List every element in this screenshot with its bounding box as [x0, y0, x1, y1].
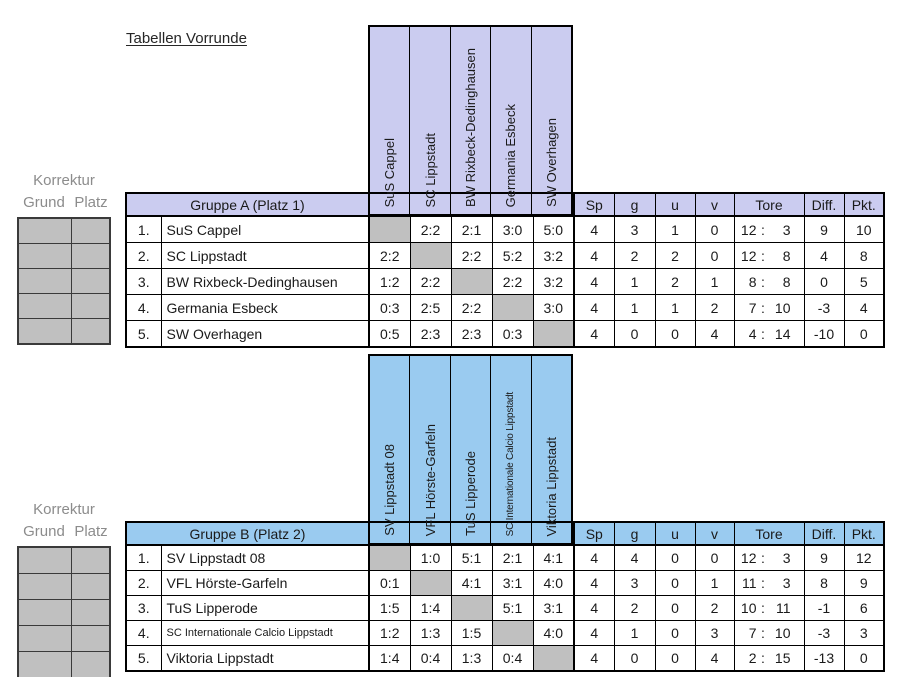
g-cell: 0 [614, 646, 655, 672]
team-name-cell: TuS Lipperode [161, 596, 369, 621]
g-cell: 2 [614, 243, 655, 269]
vertical-team-header [532, 27, 571, 214]
grund-cell[interactable] [18, 218, 71, 244]
result-cell: 2:5 [410, 295, 451, 321]
result-cell: 1:0 [410, 545, 451, 571]
tore-cell [734, 621, 804, 646]
table-row [126, 216, 884, 243]
table-row [126, 295, 884, 321]
vertical-team-label: SV Lippstadt 08 [382, 444, 398, 536]
rank-cell: 1. [126, 216, 161, 243]
goals-against: 15 [774, 650, 791, 666]
result-cell: 2:2 [369, 243, 410, 269]
v-cell: 4 [695, 321, 734, 348]
diff-cell: -3 [804, 621, 844, 646]
team-name-cell: SC Lippstadt [161, 243, 369, 269]
table-row [126, 571, 884, 596]
result-cell: 1:3 [451, 646, 492, 672]
korrektur-row [18, 574, 110, 600]
result-cell: 2:1 [492, 545, 533, 571]
v-cell: 0 [695, 545, 734, 571]
page-title: Tabellen Vorrunde [126, 30, 247, 47]
result-cell: 1:2 [369, 621, 410, 646]
table-row [126, 646, 884, 672]
col-header-diff: Diff. [804, 193, 844, 216]
result-cell: 5:2 [492, 243, 533, 269]
korrektur-title: Korrektur [33, 501, 95, 518]
platz-label: Platz [74, 194, 108, 211]
vertical-team-label: BW Rixbeck-Dedinghausen [463, 48, 479, 207]
team-name-cell: VFL Hörste-Garfeln [161, 571, 369, 596]
vertical-team-header [410, 356, 450, 543]
goals-for: 7 [748, 625, 757, 641]
diff-cell: 9 [804, 545, 844, 571]
u-cell: 1 [655, 216, 695, 243]
result-cell: 5:1 [492, 596, 533, 621]
v-cell: 2 [695, 596, 734, 621]
result-cell: 2:2 [410, 269, 451, 295]
diagonal-cell [410, 571, 451, 596]
group-a-vertical-header [368, 25, 573, 216]
goals-against: 3 [782, 550, 791, 566]
grund-cell[interactable] [18, 269, 71, 294]
diagonal-cell [533, 321, 574, 348]
u-cell: 2 [655, 243, 695, 269]
team-name-cell: Germania Esbeck [161, 295, 369, 321]
table-row [126, 321, 884, 348]
col-header-pkt: Pkt. [844, 522, 884, 545]
grund-cell[interactable] [18, 600, 71, 626]
pkt-cell: 4 [844, 295, 884, 321]
grund-cell[interactable] [18, 294, 71, 319]
result-cell: 5:0 [533, 216, 574, 243]
sp-cell: 4 [574, 243, 614, 269]
platz-cell[interactable] [71, 652, 110, 677]
sp-cell: 4 [574, 545, 614, 571]
goals-against: 10 [774, 299, 791, 316]
vertical-team-label: VFL Hörste-Garfeln [422, 423, 438, 536]
rank-cell: 5. [126, 646, 161, 672]
diff-cell: -3 [804, 295, 844, 321]
platz-cell[interactable] [71, 574, 110, 600]
result-cell: 0:1 [369, 571, 410, 596]
result-cell: 0:4 [410, 646, 451, 672]
g-cell: 0 [614, 321, 655, 348]
goals-against: 3 [782, 575, 791, 591]
g-cell: 2 [614, 596, 655, 621]
tore-cell [734, 269, 804, 295]
col-header-tore: Tore [734, 193, 804, 216]
korrektur-row [18, 626, 110, 652]
table-row [126, 269, 884, 295]
pkt-cell: 5 [844, 269, 884, 295]
korrektur-title: Korrektur [33, 172, 95, 189]
diff-cell: -13 [804, 646, 844, 672]
tore-separator: : [761, 299, 765, 316]
pkt-cell: 10 [844, 216, 884, 243]
diagonal-cell [492, 621, 533, 646]
result-cell: 2:2 [451, 295, 492, 321]
korrektur-grid-a [17, 217, 111, 345]
pkt-cell: 6 [844, 596, 884, 621]
tore-cell [734, 216, 804, 243]
result-cell: 3:0 [492, 216, 533, 243]
grund-cell[interactable] [18, 547, 71, 574]
platz-cell[interactable] [71, 319, 110, 345]
result-cell: 4:1 [451, 571, 492, 596]
team-name-cell: SuS Cappel [161, 216, 369, 243]
vertical-team-header [410, 27, 450, 214]
vertical-team-header [532, 356, 571, 543]
tore-cell [734, 646, 804, 672]
table-row [126, 545, 884, 571]
korrektur-row [18, 218, 110, 244]
tore-separator: : [761, 273, 765, 290]
pkt-cell: 12 [844, 545, 884, 571]
col-header-diff: Diff. [804, 522, 844, 545]
sp-cell: 4 [574, 321, 614, 348]
group-b-vertical-header [368, 354, 573, 545]
diff-cell: -1 [804, 596, 844, 621]
goals-for: 4 [748, 325, 757, 342]
result-cell: 0:5 [369, 321, 410, 348]
goals-for: 10 [740, 600, 757, 616]
vertical-team-label: SC Internationale Calcio Lippstadt [505, 391, 517, 536]
col-header-v: v [695, 522, 734, 545]
team-name-cell: SW Overhagen [161, 321, 369, 348]
goals-against: 8 [782, 273, 791, 290]
tore-separator: : [761, 221, 765, 238]
grund-cell[interactable] [18, 319, 71, 345]
vertical-team-header [370, 27, 410, 214]
team-name-cell: BW Rixbeck-Dedinghausen [161, 269, 369, 295]
result-cell: 1:5 [369, 596, 410, 621]
result-cell: 1:5 [451, 621, 492, 646]
sp-cell: 4 [574, 621, 614, 646]
result-cell: 1:3 [410, 621, 451, 646]
col-header-u: u [655, 193, 695, 216]
platz-cell[interactable] [71, 294, 110, 319]
vertical-team-label: Viktoria Lippstadt [543, 436, 559, 536]
result-cell: 3:0 [533, 295, 574, 321]
goals-for: 12 [740, 550, 757, 566]
tore-separator: : [761, 575, 765, 591]
diagonal-cell [533, 646, 574, 672]
v-cell: 2 [695, 295, 734, 321]
tore-cell [734, 596, 804, 621]
v-cell: 4 [695, 646, 734, 672]
goals-for: 7 [748, 299, 757, 316]
diagonal-cell [492, 295, 533, 321]
goals-against: 3 [782, 221, 791, 238]
result-cell: 1:4 [369, 646, 410, 672]
pkt-cell: 0 [844, 646, 884, 672]
goals-for: 8 [748, 273, 757, 290]
group-a-title: Gruppe A (Platz 1) [126, 193, 369, 216]
result-cell: 4:1 [533, 545, 574, 571]
team-name-cell: SC Internationale Calcio Lippstadt [161, 621, 369, 646]
goals-for: 12 [740, 247, 757, 264]
diff-cell: 4 [804, 243, 844, 269]
diagonal-cell [369, 545, 410, 571]
vertical-team-header [491, 27, 531, 214]
result-cell: 0:3 [369, 295, 410, 321]
table-row [126, 243, 884, 269]
col-header-v: v [695, 193, 734, 216]
grund-cell[interactable] [18, 244, 71, 269]
goals-for: 2 [748, 650, 757, 666]
u-cell: 1 [655, 295, 695, 321]
rank-cell: 2. [126, 243, 161, 269]
result-cell: 1:2 [369, 269, 410, 295]
goals-against: 11 [775, 600, 791, 616]
platz-cell[interactable] [71, 218, 110, 244]
diagonal-cell [410, 243, 451, 269]
tore-separator: : [761, 325, 765, 342]
g-cell: 1 [614, 295, 655, 321]
tore-separator: : [761, 247, 765, 264]
g-cell: 1 [614, 621, 655, 646]
korrektur-row [18, 547, 110, 574]
platz-cell[interactable] [71, 244, 110, 269]
goals-against: 14 [774, 325, 791, 342]
diff-cell: 0 [804, 269, 844, 295]
u-cell: 0 [655, 596, 695, 621]
platz-cell[interactable] [71, 269, 110, 294]
v-cell: 1 [695, 269, 734, 295]
v-cell: 1 [695, 571, 734, 596]
v-cell: 3 [695, 621, 734, 646]
korrektur-grid-b [17, 546, 111, 677]
diagonal-cell [451, 269, 492, 295]
result-cell: 4:0 [533, 621, 574, 646]
grund-cell[interactable] [18, 652, 71, 677]
g-cell: 4 [614, 545, 655, 571]
rank-cell: 4. [126, 621, 161, 646]
platz-cell[interactable] [71, 600, 110, 626]
result-cell: 0:4 [492, 646, 533, 672]
tore-separator: : [761, 650, 765, 666]
rank-cell: 5. [126, 321, 161, 348]
grund-label: Grund [23, 194, 65, 211]
u-cell: 0 [655, 571, 695, 596]
vertical-team-label: SW Overhagen [543, 118, 559, 207]
sp-cell: 4 [574, 295, 614, 321]
goals-for: 11 [741, 575, 757, 591]
tore-separator: : [761, 600, 765, 616]
u-cell: 0 [655, 545, 695, 571]
platz-label: Platz [74, 523, 108, 540]
col-header-sp: Sp [574, 193, 614, 216]
vertical-team-header [491, 356, 531, 543]
tore-cell [734, 243, 804, 269]
col-header-sp: Sp [574, 522, 614, 545]
pkt-cell: 0 [844, 321, 884, 348]
rank-cell: 2. [126, 571, 161, 596]
col-header-tore: Tore [734, 522, 804, 545]
tore-separator: : [761, 625, 765, 641]
platz-cell[interactable] [71, 547, 110, 574]
korrektur-row [18, 652, 110, 677]
korrektur-block-a [17, 172, 111, 345]
sp-cell: 4 [574, 216, 614, 243]
rank-cell: 3. [126, 269, 161, 295]
result-cell: 2:2 [492, 269, 533, 295]
vertical-team-header [451, 27, 491, 214]
rank-cell: 3. [126, 596, 161, 621]
result-cell: 4:0 [533, 571, 574, 596]
table-row [126, 596, 884, 621]
korrektur-row [18, 269, 110, 294]
vertical-team-header [370, 356, 410, 543]
tore-cell [734, 295, 804, 321]
team-name-cell: Viktoria Lippstadt [161, 646, 369, 672]
result-cell: 2:2 [410, 216, 451, 243]
rank-cell: 4. [126, 295, 161, 321]
sp-cell: 4 [574, 596, 614, 621]
vertical-team-label: TuS Lipperode [463, 451, 479, 536]
u-cell: 0 [655, 321, 695, 348]
result-cell: 3:1 [533, 596, 574, 621]
g-cell: 1 [614, 269, 655, 295]
platz-cell[interactable] [71, 626, 110, 652]
table-row [126, 621, 884, 646]
vertical-team-label: SuS Cappel [382, 137, 398, 207]
goals-for: 12 [740, 221, 757, 238]
korrektur-row [18, 294, 110, 319]
korrektur-labels [17, 194, 111, 212]
sp-cell: 4 [574, 571, 614, 596]
result-cell: 3:2 [533, 269, 574, 295]
v-cell: 0 [695, 216, 734, 243]
korrektur-row [18, 600, 110, 626]
diagonal-cell [369, 216, 410, 243]
vertical-team-label: Germania Esbeck [503, 103, 519, 207]
g-cell: 3 [614, 571, 655, 596]
u-cell: 0 [655, 621, 695, 646]
result-cell: 0:3 [492, 321, 533, 348]
g-cell: 3 [614, 216, 655, 243]
u-cell: 0 [655, 646, 695, 672]
tore-cell [734, 571, 804, 596]
result-cell: 2:1 [451, 216, 492, 243]
result-cell: 2:2 [451, 243, 492, 269]
grund-cell[interactable] [18, 574, 71, 600]
goals-against: 8 [782, 247, 791, 264]
rank-cell: 1. [126, 545, 161, 571]
v-cell: 0 [695, 243, 734, 269]
tore-cell [734, 321, 804, 348]
col-header-pkt: Pkt. [844, 193, 884, 216]
diagonal-cell [451, 596, 492, 621]
korrektur-labels [17, 523, 111, 541]
sp-cell: 4 [574, 269, 614, 295]
vertical-team-label: SC Lippstadt [422, 132, 438, 207]
group-b-title: Gruppe B (Platz 2) [126, 522, 369, 545]
diff-cell: 9 [804, 216, 844, 243]
grund-cell[interactable] [18, 626, 71, 652]
diff-cell: -10 [804, 321, 844, 348]
sp-cell: 4 [574, 646, 614, 672]
goals-against: 10 [774, 625, 791, 641]
col-header-g: g [614, 193, 655, 216]
tore-cell [734, 545, 804, 571]
pkt-cell: 9 [844, 571, 884, 596]
col-header-g: g [614, 522, 655, 545]
result-cell: 3:1 [492, 571, 533, 596]
u-cell: 2 [655, 269, 695, 295]
result-cell: 1:4 [410, 596, 451, 621]
result-cell: 5:1 [451, 545, 492, 571]
diff-cell: 8 [804, 571, 844, 596]
pkt-cell: 8 [844, 243, 884, 269]
col-header-u: u [655, 522, 695, 545]
team-name-cell: SV Lippstadt 08 [161, 545, 369, 571]
korrektur-block-b [17, 501, 111, 677]
result-cell: 2:3 [451, 321, 492, 348]
result-cell: 2:3 [410, 321, 451, 348]
result-cell: 3:2 [533, 243, 574, 269]
korrektur-row [18, 244, 110, 269]
grund-label: Grund [23, 523, 65, 540]
vertical-team-header [451, 356, 491, 543]
pkt-cell: 3 [844, 621, 884, 646]
tore-separator: : [761, 550, 765, 566]
korrektur-row [18, 319, 110, 345]
